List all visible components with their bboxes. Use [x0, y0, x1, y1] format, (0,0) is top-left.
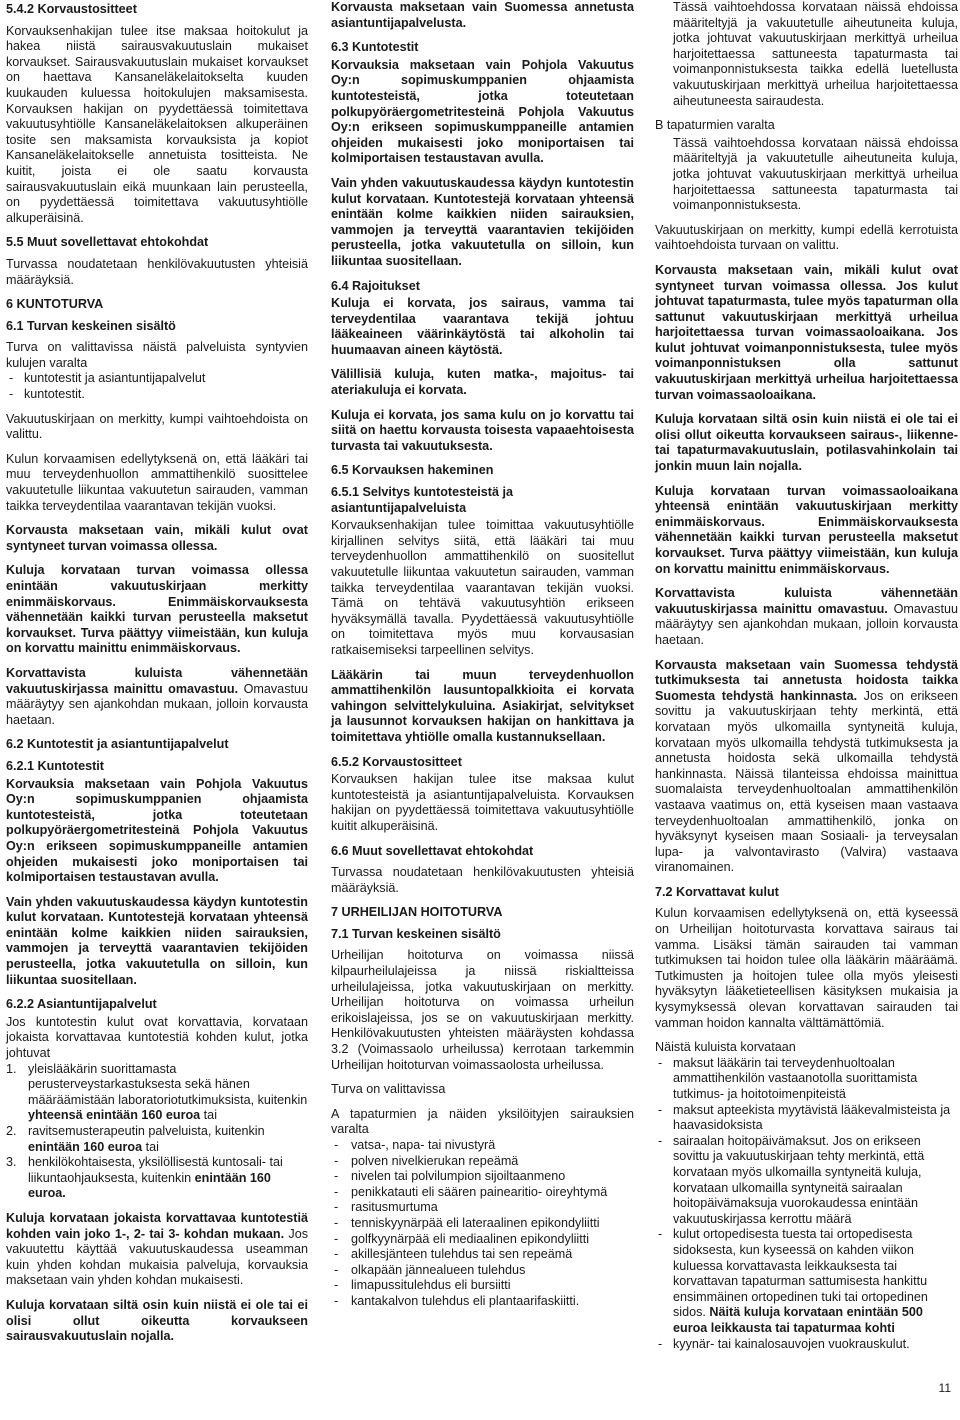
- list-item: - polven nivelkierukan repeämä: [331, 1154, 634, 1170]
- bold-text: enintään 160 euroa: [28, 1139, 143, 1154]
- paragraph: [6, 777, 308, 886]
- paragraph: [6, 523, 308, 554]
- page-number: 11: [938, 1381, 951, 1395]
- bold-text: Korvausta maksetaan vain, mikäli kulut ovat syntyneet turvan voimassa ollessa.: [6, 523, 308, 553]
- text: Jos vakuutettu käyttää vakuutuskaudessa useamman kuin yhden kohdan mukaisia palveluja, korvauksia maksetaan vain yhden kohdan mukaisesti.: [6, 1226, 308, 1288]
- option-label: B tapaturmien varalta: [655, 118, 775, 133]
- bold-text: Korvausta maksetaan vain Suomessa annetusta asiantuntijapalvelusta.: [331, 0, 634, 30]
- list-item: - tenniskyynärpää eli lateraalinen epikondyliitti: [331, 1216, 634, 1232]
- list-item: - kantakalvon tulehdus eli plantaarifaskiitti.: [331, 1294, 634, 1310]
- paragraph: Jos kuntotestin kulut ovat korvattavia, korvataan jokaista korvattavaa kuntotestiä kohden kulut, jotka johtuvat: [6, 1014, 308, 1061]
- list-item: - vatsa-, napa- tai nivustyrä: [331, 1138, 634, 1154]
- paragraph: Vakuutuskirjaan on merkitty, kumpi edellä kerrotuista vaihtoehdoista turvaan on valittu.: [655, 222, 958, 253]
- bold-text: Kuluja ei korvata, jos sama kulu on jo korvattu tai siitä on haettu korvausta toisesta vapaaehtoisesta turvasta tai vakuutuksesta.: [331, 407, 634, 453]
- paragraph: Tässä vaihtoehdossa korvataan näissä ehdoissa määriteltyjä ja vakuutetulle aiheutuneita kuluja, jotka johtuvat vakuutuskirjaan merkittyä urheilua harjoitettaessa sattuneesta tapaturmasta tai voimanponnistuksesta taikka edellä luetellusta vakuutuskirjaan merkittyä urheilua harjoitettaessa aiheutuneesta sairaudesta.: [673, 0, 958, 108]
- bold-text: Lääkärin tai muun terveydenhuollon ammattihenkilön lausuntopalkkioita ei korvata vahingon selvittelykuluina. Asiakirjat, selvitykset ja lausunnot korvauksen hakijan on hankittava ja toimitettava yhtiölle omalla kustannuksellaan.: [331, 667, 634, 744]
- paragraph: [655, 263, 958, 403]
- paragraph: Korvauksenhakijan tulee itse maksaa hoitokulut ja hakea niistä sairausvakuutuslain mukaiset korvaukset. Sairausvakuutuslain mukaiset korvaukset on haettava Kansaneläkelaitokselta kuuden kuukauden kuluessa hoitokulujen maksamisesta. Korvauksen hakijan on pyydettäessä toimitettava vakuutusyhtiölle Kansaneläkelaitoksen alkuperäinen tosite sen maksamista korvauksista ja kopiot Kansaneläkelaitokselle annetuista tositteista. Ne kuitit, joista ei ole saatu korvausta sairausvakuutuslain eikä muunkaan lain perusteella, on pyydettäessä toimitettava vakuutusyhtiölle alkuperäisinä.: [6, 23, 308, 225]
- numbered-list: [6, 1062, 308, 1202]
- bold-text: Kuluja korvataan siltä osin kuin niistä ei ole tai ei olisi ollut oikeutta korvaukseen sairaus-, liikenne- tai tapaturmavakuutuslain, potilasvahinkolain tai jonkin muun lain nojalla.: [655, 412, 958, 474]
- paragraph: [331, 408, 634, 455]
- section-heading-6: 6 KUNTOTURVA: [6, 297, 104, 312]
- option-list: [6, 371, 308, 402]
- paragraph: Kulun korvaamisen edellytyksenä on, että kyseessä on Urheilijan hoitoturvasta korvattava sairaus tai vamma. Lisäksi tämän sairauden tai vamman tutkimuksen tai hoidon tulee olla lääkärin määräämä. Tutkimusten ja hoitojen tulee olla myös yleisesti hyväksytyn lääketieteellisen käsityksen mukaisia ja kysymyksessä olevan korvattavan sairauden tai vamman hoidon kannalta välttämättömiä.: [655, 906, 958, 1030]
- paragraph: Korvauksen hakijan tulee itse maksaa kulut kuntotesteistä ja asiantuntijapalveluista. Korvauksen hakijan on pyydettäessä toimitettava vakuutusyhtiölle kuitit alkuperäisinä.: [331, 772, 634, 833]
- section-heading-6-1: 6.1 Turvan keskeinen sisältö: [6, 318, 176, 333]
- paragraph: Korvauksenhakijan tulee toimittaa vakuutusyhtiölle kirjallinen selvitys siitä, että lääkäri tai muu terveydenhuollon ammattihenkilö on suositellut vakuutetulle liikuntaa vakuutetun sairauden, vamman taikka terveydentilaa vaarantavan tekijän vuoksi. Tämä on tehtävä vakuutusyhtiön erikseen hyväksymällä tavalla. Pyydettäessä vakuutusyhtiölle on toimitettava myös muu korvausasian ratkaisemiseksi tarpeellinen selvitys.: [331, 518, 634, 657]
- list-item: - nivelen tai polvilumpion sijoiltaanmeno: [331, 1169, 634, 1185]
- bold-text: Kuluja korvataan jokaista korvattavaa kuntotestiä kohden vain joko 1-, 2- tai 3- kohdan mukaan.: [6, 1210, 308, 1241]
- bold-text: Välillisiä kuluja, kuten matka-, majoitus- tai ateriakuluja ei korvata.: [331, 367, 634, 398]
- bold-text: yhteensä enintään 160 euroa: [28, 1108, 201, 1123]
- section-heading-7-2: 7.2 Korvattavat kulut: [655, 884, 779, 899]
- section-heading-6-5-1: 6.5.1 Selvitys kuntotesteistä ja asiantuntijapalveluista: [331, 485, 513, 515]
- paragraph: [655, 658, 958, 876]
- text: sairaalan hoitopäivämaksut. Jos on erikseen sovittu ja vakuutuskirjaan tehty merkintä, että korvataan myös ulkomailla syntyneitä kuluja, korvataan ulkomailla syntyneitä sairaalan hoitopäivämaksuja vuorokaudessa enintään vakuutuskirjassa kerrottu määrä: [673, 1133, 925, 1226]
- list-item: [655, 1337, 958, 1353]
- text: kulut ortopedisesta tuesta tai ortopedisesta sidoksesta, kun kyseessä on kahden viikon kuluessa korvattavasta leikkauksesta tai korvattavan tapaturman sattumisesta hankittu ensimmäinen ortopedinen tuki tai ortopedinen sidos.: [673, 1227, 928, 1320]
- paragraph: Kulun korvaamisen edellytyksenä on, että lääkäri tai muu terveydenhuollon ammattihenkilö suosittelee vakuutetulle liikuntaa vakuutetun sairauden, vamman taikka terveydentilaa vaarantavan tekijän vuoksi.: [6, 451, 308, 513]
- list-item: [655, 1103, 958, 1134]
- column-3: [655, 0, 958, 1361]
- list-item: - penikkatauti eli säären painearitio- oireyhtymä: [331, 1185, 634, 1201]
- bold-text: Korvattavista kuluista vähennetään vakuutuskirjassa mainittu omavastuu.: [655, 586, 958, 616]
- paragraph: [6, 563, 308, 657]
- section-heading-7: 7 URHEILIJAN HOITOTURVA: [331, 905, 503, 920]
- paragraph: Vakuutuskirjaan on merkitty, kumpi vaihtoehdoista on valittu.: [6, 411, 308, 442]
- section-heading-6-5: 6.5 Korvauksen hakeminen: [331, 463, 494, 478]
- bold-text: Kuluja korvataan siltä osin kuin niistä ei ole tai ei olisi ollut oikeutta korvaukseen sairausvakuutuslain nojalla.: [6, 1297, 308, 1344]
- text: tai: [142, 1139, 159, 1154]
- list-item: - kuntotestit.: [6, 387, 308, 403]
- text: ravitsemusterapeutin palveluista, kuitenkin: [28, 1124, 265, 1138]
- paragraph: [331, 58, 634, 167]
- list-item: - olkapään jännealueen tulehdus: [331, 1263, 634, 1279]
- bold-text: Korvattavista kuluista vähennetään vakuutuskirjassa mainittu omavastuu.: [6, 665, 308, 696]
- covered-costs-list: [655, 1056, 958, 1352]
- paragraph: Turva on valittavissa näistä palveluista syntyvien kulujen varalta: [6, 340, 308, 370]
- paragraph: [655, 586, 958, 648]
- paragraph: [331, 296, 634, 358]
- paragraph: [331, 0, 634, 31]
- paragraph: [655, 412, 958, 474]
- list-number: 3.: [6, 1155, 17, 1170]
- bold-text: Korvausta maksetaan vain Suomessa tehdystä tutkimuksesta tai annetusta hoidosta taikka Suomesta tehdystä hankinnasta.: [655, 657, 958, 703]
- bold-text: Korvauksia maksetaan vain Pohjola Vakuutus Oy:n sopimuskumppanien ohjaamista kuntotesteistä, jotka toteutetaan polkupyöräergometritesteinä Pohjola Vakuutus Oy:n erikseen sopimuskumppaneille antamien ohjeiden mukaisesti joko moniportaisen tai kolmiportaisen testaustavan avulla.: [331, 57, 634, 166]
- list-item: [655, 1227, 958, 1336]
- list-item: [6, 1062, 308, 1124]
- bold-text: Korvauksia maksetaan vain Pohjola Vakuutus Oy:n sopimuskumppanien ohjaamista kuntotesteistä, jotka toteutetaan polkupyöräergometritesteinä Pohjola Vakuutus Oy:n erikseen sopimuskumppaneille antamien ohjeiden mukaisesti joko moniportaisen tai kolmiportaisen testaustavan avulla.: [6, 776, 308, 885]
- bold-text: Kuluja korvataan turvan voimassaoloaikana yhteensä enintään vakuutuskirjaan merkitty enimmäiskorvaus. Enimmäiskorvauksesta vähennetään kaikki turvan perusteella maksetut korvaukset. Turva päättyy viimeistään, kun kuluja on korvattu mainittu enimmäiskorvaus.: [655, 483, 958, 576]
- list-item: - rasitusmurtuma: [331, 1200, 634, 1216]
- paragraph: Urheilijan hoitoturva on voimassa niissä kilpaurheilulajeissa ja niissä riskialtteissa urheilulajeissa, jotka vakuutuskirjaan on merkitty. Urheilijan hoitoturva on voimassa urheilun erikoislajeissa, jos se on vakuutuskirjaan merkitty. Henkilövakuutusten yhteisten määräysten kohdassa 3.2 (Voimassaolo urheilussa) kerrotaan tarkemmin Urheilijan hoitoturvan voimassaolosta urheilussa.: [331, 948, 634, 1072]
- section-heading-6-2: 6.2 Kuntotestit ja asiantuntijapalvelut: [6, 737, 229, 752]
- bold-text: Korvausta maksetaan vain, mikäli kulut ovat syntyneet turvan voimassa ollessa. Jos kulut johtuvat tapaturmasta, tulee myös tapaturman olla sattunut vakuutuskirjaan merkittyä urheilua harjoitettaessa turvan voimassaoloaikana. Jos kulut johtuvat voimanponnistuksesta, tulee myös voimanponnistuksen olla sattunut vakuutuskirjaan merkittyä urheilua harjoitettaessa turvan voimassaoloaikana.: [655, 262, 958, 402]
- paragraph: [6, 666, 308, 728]
- section-heading-5-5: 5.5 Muut sovellettavat ehtokohdat: [6, 235, 209, 250]
- paragraph: A tapaturmien ja näiden yksilöityjen sairauksien varalta: [331, 1106, 634, 1137]
- paragraph: [6, 1298, 308, 1345]
- paragraph: [655, 484, 958, 578]
- text: Omavastuu määräytyy sen ajankohdan mukaan, jolloin korvausta haetaan.: [655, 601, 958, 647]
- bold-text: enintään 160 euroa.: [28, 1170, 271, 1201]
- paragraph: Näistä kuluista korvataan: [655, 1040, 796, 1055]
- list-item: - golfkyynärpää eli mediaalinen epikondyliitti: [331, 1232, 634, 1248]
- condition-list: [331, 1138, 634, 1310]
- bold-text: Vain yhden vakuutuskaudessa käydyn kuntotestin kulut korvataan. Kuntotestejä korvataan yhteensä enintään kolme kaikkien niiden sairauksien, vammojen ja terveyttä vaarantavien tekijöiden perusteella, jotka vakuutetulla on silloin, kun liikuntaa suositellaan.: [331, 175, 634, 268]
- section-heading-6-6: 6.6 Muut sovellettavat ehtokohdat: [331, 843, 534, 858]
- section-heading-6-2-1: 6.2.1 Kuntotestit: [6, 758, 104, 773]
- bold-text: Kuluja ei korvata, jos sairaus, vamma tai terveydentilaa vaarantava tekijä johtuu lääkeaineen väärinkäytöstä tai alkoholin tai huumaavan aineen käytöstä.: [331, 296, 634, 357]
- bold-text: Vain yhden vakuutuskaudessa käydyn kuntotestin kulut korvataan. Kuntotestejä korvataan yhteensä enintään kolme kaikkien niiden sairauksien, vammojen ja terveyttä vaarantavien tekijöiden perusteella, jotka vakuutetulla on silloin, kun liikuntaa suositellaan.: [6, 894, 308, 987]
- list-item: - kuntotestit ja asiantuntijapalvelut: [6, 371, 308, 387]
- paragraph: Tässä vaihtoehdossa korvataan näissä ehdoissa määriteltyjä ja vakuutetulle aiheutuneita kuluja, jotka johtuvat vakuutuskirjaan merkittyä urheilua harjoitettaessa sattuneesta tapaturmasta tai voimanponnistuksesta.: [673, 135, 958, 213]
- list-item: - limapussitulehdus eli bursiitti: [331, 1278, 634, 1294]
- text: Jos on erikseen sovittu ja vakuutuskirjaan tehty merkintä, että korvataan myös ulkomailla syntyneitä kuluja, korvataan myös ulkomailla tehdystä tutkimuksesta ja annetusta hoidosta sekä ulkomailla tehdystä hankinnasta. Näissä tilanteissa ehdoissa mainittua suomalaista terveydenhuoltoalan ammattihenkilön vastaava vaatimus on, että kyseisen maan vastaava terveydenhuoltoalan ammattihenkilö, jonka on hyväksynyt kyseisen maan Sosiaali- ja terveysalan lupa- ja valvontavirasto (Valvira) vastaava viranomainen.: [655, 688, 958, 875]
- text: maksut lääkärin tai terveydenhuoltoalan ammattihenkilön vastaanotolla suorittamista tutkimus- ja hoitotoimenpiteistä: [673, 1055, 918, 1101]
- list-item: [655, 1056, 958, 1103]
- list-number: 2.: [6, 1124, 17, 1138]
- text: maksut apteekista myytävistä lääkevalmisteista ja haavasidoksista: [673, 1102, 951, 1133]
- section-heading-6-4: 6.4 Rajoitukset: [331, 278, 420, 293]
- text: tai: [200, 1108, 217, 1123]
- list-item: - akillesjänteen tulehdus tai sen repeämä: [331, 1247, 634, 1263]
- column-2: [331, 0, 634, 1319]
- section-heading-6-3: 6.3 Kuntotestit: [331, 40, 419, 55]
- paragraph: Turva on valittavissa: [331, 1082, 446, 1097]
- paragraph: [331, 367, 634, 398]
- text: henkilökohtaisesta, yksilöllisestä kuntosali- tai liikuntaohjauksesta, kuitenkin: [28, 1155, 283, 1185]
- paragraph: [6, 895, 308, 989]
- list-item: [655, 1134, 958, 1228]
- text: Omavastuu määräytyy sen ajankohdan mukaan, jolloin korvausta haetaan.: [6, 681, 308, 727]
- paragraph: Turvassa noudatetaan henkilövakuutusten yhteisiä määräyksiä.: [331, 865, 634, 895]
- list-number: 1.: [6, 1061, 17, 1076]
- section-heading-6-2-2: 6.2.2 Asiantuntijapalvelut: [6, 997, 157, 1012]
- section-heading-6-5-2: 6.5.2 Korvaustositteet: [331, 754, 462, 769]
- section-heading-7-1: 7.1 Turvan keskeinen sisältö: [331, 926, 501, 941]
- bold-text: Kuluja korvataan turvan voimassa ollessa enintään vakuutuskirjaan merkitty enimmäiskorvaus. Enimmäiskorvauksesta vähennetään kaikki turvan perusteella maksetut korvaukset. Turva päättyy viimeistään, kun kuluja on korvattu mainittu enimmäiskorvaus.: [6, 563, 308, 656]
- list-item: [6, 1124, 308, 1155]
- paragraph: Turvassa noudatetaan henkilövakuutusten yhteisiä määräyksiä.: [6, 256, 308, 287]
- column-1: [6, 0, 308, 1354]
- paragraph: [331, 176, 634, 270]
- list-item: [6, 1155, 308, 1202]
- bold-text: Näitä kuluja korvataan enintään 500 euroa leikkausta tai tapaturmaa kohti: [673, 1305, 923, 1335]
- section-heading-5-4-2: 5.4.2 Korvaustositteet: [6, 2, 137, 16]
- text: yleislääkärin suorittamasta perusterveystarkastuksesta sekä hänen määräämistään laboratoriotutkimuksista, kuitenkin: [28, 1061, 308, 1107]
- paragraph: [6, 1211, 308, 1289]
- paragraph: [331, 668, 634, 746]
- text: kyynär- tai kainalosauvojen vuokrauskulut.: [673, 1336, 910, 1351]
